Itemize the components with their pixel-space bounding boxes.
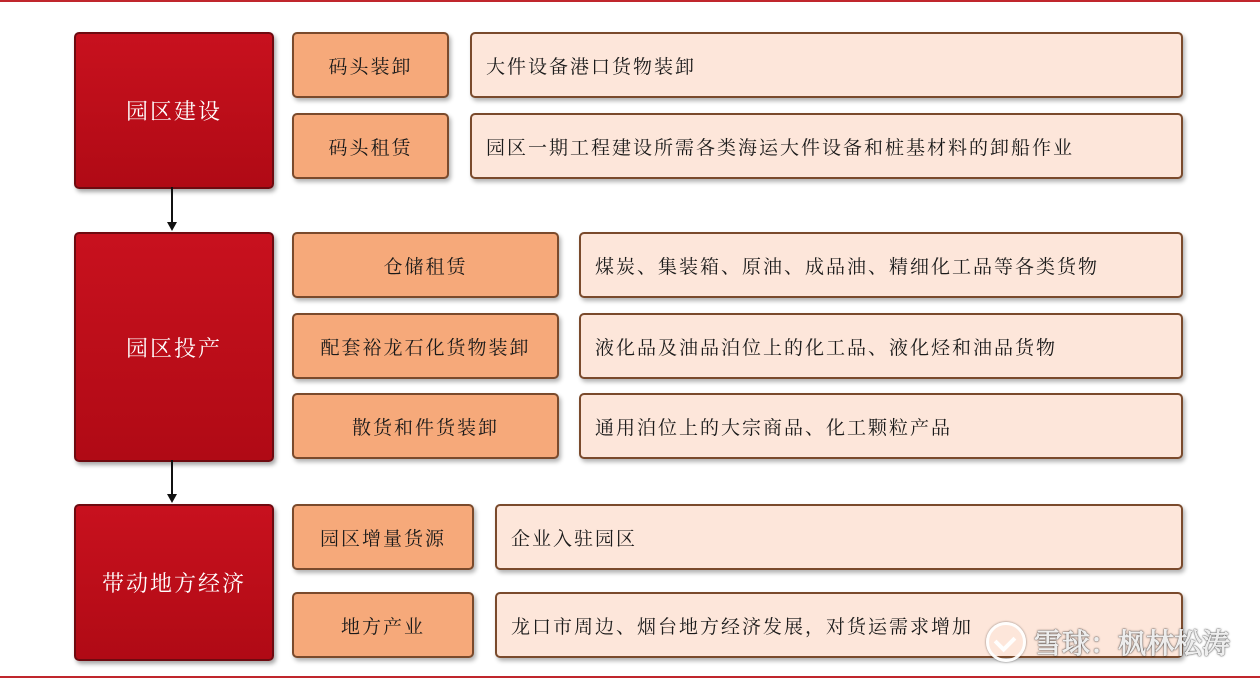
description-text: 园区一期工程建设所需各类海运大件设备和桩基材料的卸船作业	[486, 136, 1075, 159]
watermark-text: 雪球：枫林松涛	[1033, 627, 1230, 660]
category-label: 园区增量货源	[319, 527, 446, 550]
stage-label: 园区建设	[125, 100, 222, 125]
description-text: 通用泊位上的大宗商品、化工颗粒产品	[595, 416, 953, 439]
description-box	[579, 232, 1183, 298]
category-label: 码头租赁	[328, 136, 413, 159]
description-box	[579, 313, 1183, 379]
stage-box-park-production	[74, 232, 274, 462]
stage-box-local-economy	[74, 504, 274, 661]
description-box	[495, 504, 1183, 570]
category-box	[292, 504, 474, 570]
bottom-rule	[0, 676, 1260, 678]
description-text: 龙口市周边、烟台地方经济发展，对货运需求增加	[511, 615, 974, 638]
description-text: 大件设备港口货物装卸	[486, 55, 697, 78]
category-box	[292, 32, 449, 98]
stage-label: 园区投产	[125, 336, 222, 362]
arrow-down-icon	[167, 494, 177, 503]
category-label: 码头装卸	[328, 55, 413, 78]
flow-arrow-line	[171, 460, 173, 495]
description-text: 煤炭、集装箱、原油、成品油、精细化工品等各类货物	[595, 255, 1100, 278]
arrow-down-icon	[167, 222, 177, 231]
category-box	[292, 113, 449, 179]
description-box	[470, 113, 1183, 179]
description-box	[579, 393, 1183, 459]
category-label: 地方产业	[340, 615, 425, 638]
watermark	[986, 622, 1230, 662]
category-box	[292, 592, 474, 658]
category-label: 配套裕龙石化货物装卸	[320, 336, 531, 359]
category-box	[292, 313, 559, 379]
snowball-logo-icon	[986, 622, 1026, 662]
description-text: 液化品及油品泊位上的化工品、液化烃和油品货物	[595, 336, 1058, 359]
stage-label: 带动地方经济	[101, 572, 246, 597]
description-box	[470, 32, 1183, 98]
top-rule	[0, 0, 1260, 2]
description-text: 企业入驻园区	[511, 527, 638, 550]
category-label: 仓储租赁	[383, 255, 468, 278]
stage-box-park-construction	[74, 32, 274, 189]
category-box	[292, 393, 559, 459]
flow-arrow-line	[171, 187, 173, 223]
category-box	[292, 232, 559, 298]
category-label: 散货和件货装卸	[351, 416, 499, 439]
